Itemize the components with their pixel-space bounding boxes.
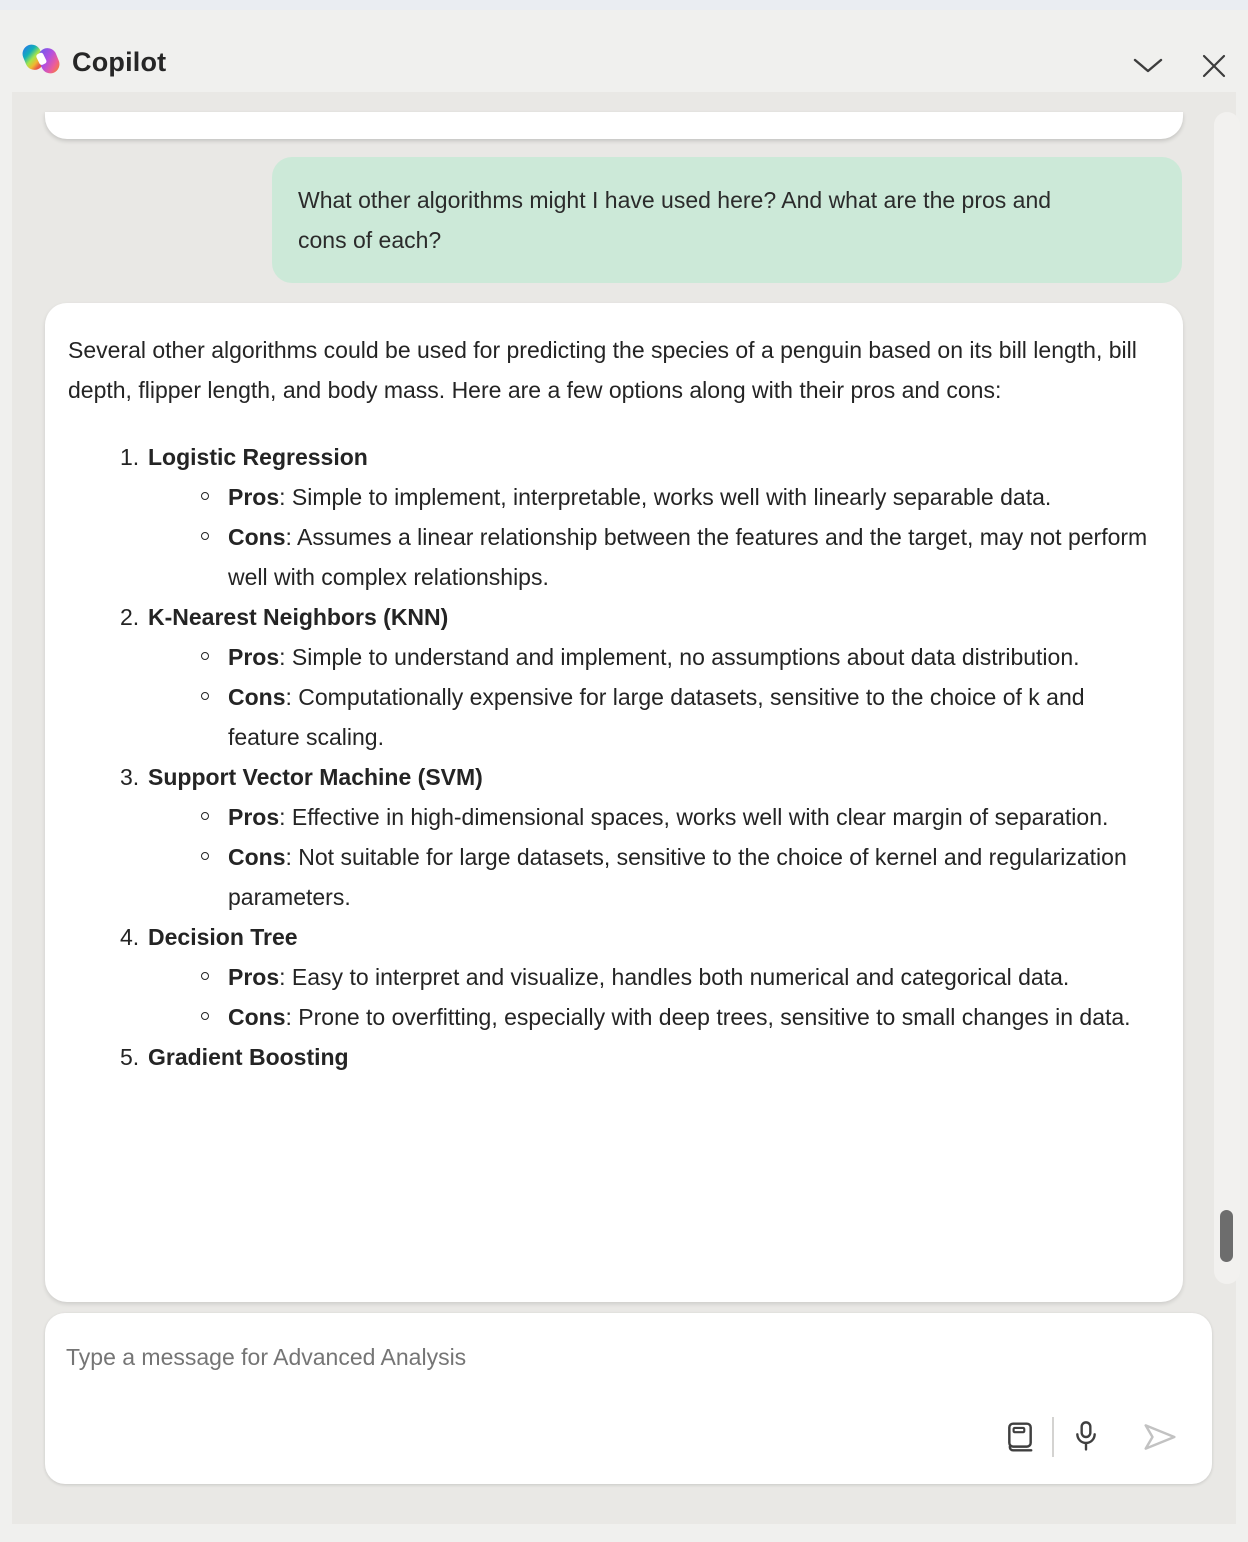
list-item-decision-tree [68,917,1157,1037]
previous-message-bubble-tail [45,112,1183,139]
bullet-circle-icon [201,1012,209,1020]
chat-panel [12,92,1236,1524]
cons-label: Cons [228,1004,286,1030]
cons-bullet [148,837,1157,917]
item-title: Decision Tree [148,924,298,950]
cons-bullet [148,677,1157,757]
send-icon[interactable] [1136,1415,1184,1459]
item-number: 1. [120,444,140,470]
pros-text: : Simple to understand and implement, no assumptions about data distribution. [279,644,1080,670]
bullet-circle-icon [201,972,209,980]
item-title: K-Nearest Neighbors (KNN) [148,604,449,630]
list-item-gradient-boosting [68,1037,1157,1077]
cons-text: : Assumes a linear relationship between the features and the target, may not perform well with complex relationships. [228,524,1148,590]
list-item-knn [68,597,1157,757]
assistant-message-card [45,303,1183,1302]
header-bar [0,10,1248,92]
bullet-circle-icon [201,532,209,540]
pros-text: : Effective in high-dimensional spaces, works well with clear margin of separation. [279,804,1109,830]
item-title: Logistic Regression [148,444,368,470]
bullet-circle-icon [201,492,209,500]
list-item-svm [68,757,1157,917]
cons-label: Cons [228,684,286,710]
pros-bullet [148,797,1157,837]
notebook-icon[interactable] [996,1415,1044,1459]
message-composer [45,1313,1212,1484]
close-icon[interactable] [1192,46,1236,86]
cons-text: : Not suitable for large datasets, sensitive to the choice of kernel and regularization parameters. [228,844,1127,910]
pros-bullet [148,957,1157,997]
item-number: 5. [120,1044,140,1070]
assistant-intro-text: Several other algorithms could be used for predicting the species of a penguin based on its bill length, bill depth, flipper length, and body mass. Here are a few options along with their pros and cons: [68,337,1137,403]
user-message-text: What other algorithms might I have used here? And what are the pros and cons of each? [298,187,1052,253]
copilot-logo-icon [21,39,61,79]
pros-text: : Simple to implement, interpretable, works well with linearly separable data. [279,484,1052,510]
pros-label: Pros [228,644,280,670]
item-title: Support Vector Machine (SVM) [148,764,483,790]
item-title: Gradient Boosting [148,1044,349,1070]
app-title: Copilot [72,47,167,77]
scrollbar-thumb[interactable] [1220,1210,1233,1262]
item-number: 3. [120,764,140,790]
chevron-down-icon[interactable] [1126,46,1170,86]
pros-bullet [148,477,1157,517]
cons-label: Cons [228,844,286,870]
message-input[interactable] [45,1313,1005,1423]
bullet-circle-icon [201,812,209,820]
algorithm-list [68,437,1157,1077]
microphone-icon[interactable] [1062,1415,1110,1459]
bullet-circle-icon [201,652,209,660]
item-number: 4. [120,924,140,950]
cons-bullet [148,997,1157,1037]
list-item-logistic-regression [68,437,1157,597]
user-message-bubble [272,157,1182,283]
window-top-strip [0,0,1248,10]
cons-bullet [148,517,1157,597]
scrollbar-track[interactable] [1214,112,1240,1284]
cons-label: Cons [228,524,286,550]
pros-text: : Easy to interpret and visualize, handles both numerical and categorical data. [279,964,1070,990]
pros-bullet [148,637,1157,677]
composer-actions [996,1415,1184,1459]
pros-label: Pros [228,964,280,990]
bullet-circle-icon [201,852,209,860]
pros-label: Pros [228,484,280,510]
cons-text: : Computationally expensive for large datasets, sensitive to the choice of k and feature scaling. [228,684,1085,750]
cons-text: : Prone to overfitting, especially with deep trees, sensitive to small changes in data. [285,1004,1131,1030]
pros-label: Pros [228,804,280,830]
composer-divider [1052,1417,1054,1457]
bullet-circle-icon [201,692,209,700]
item-number: 2. [120,604,140,630]
